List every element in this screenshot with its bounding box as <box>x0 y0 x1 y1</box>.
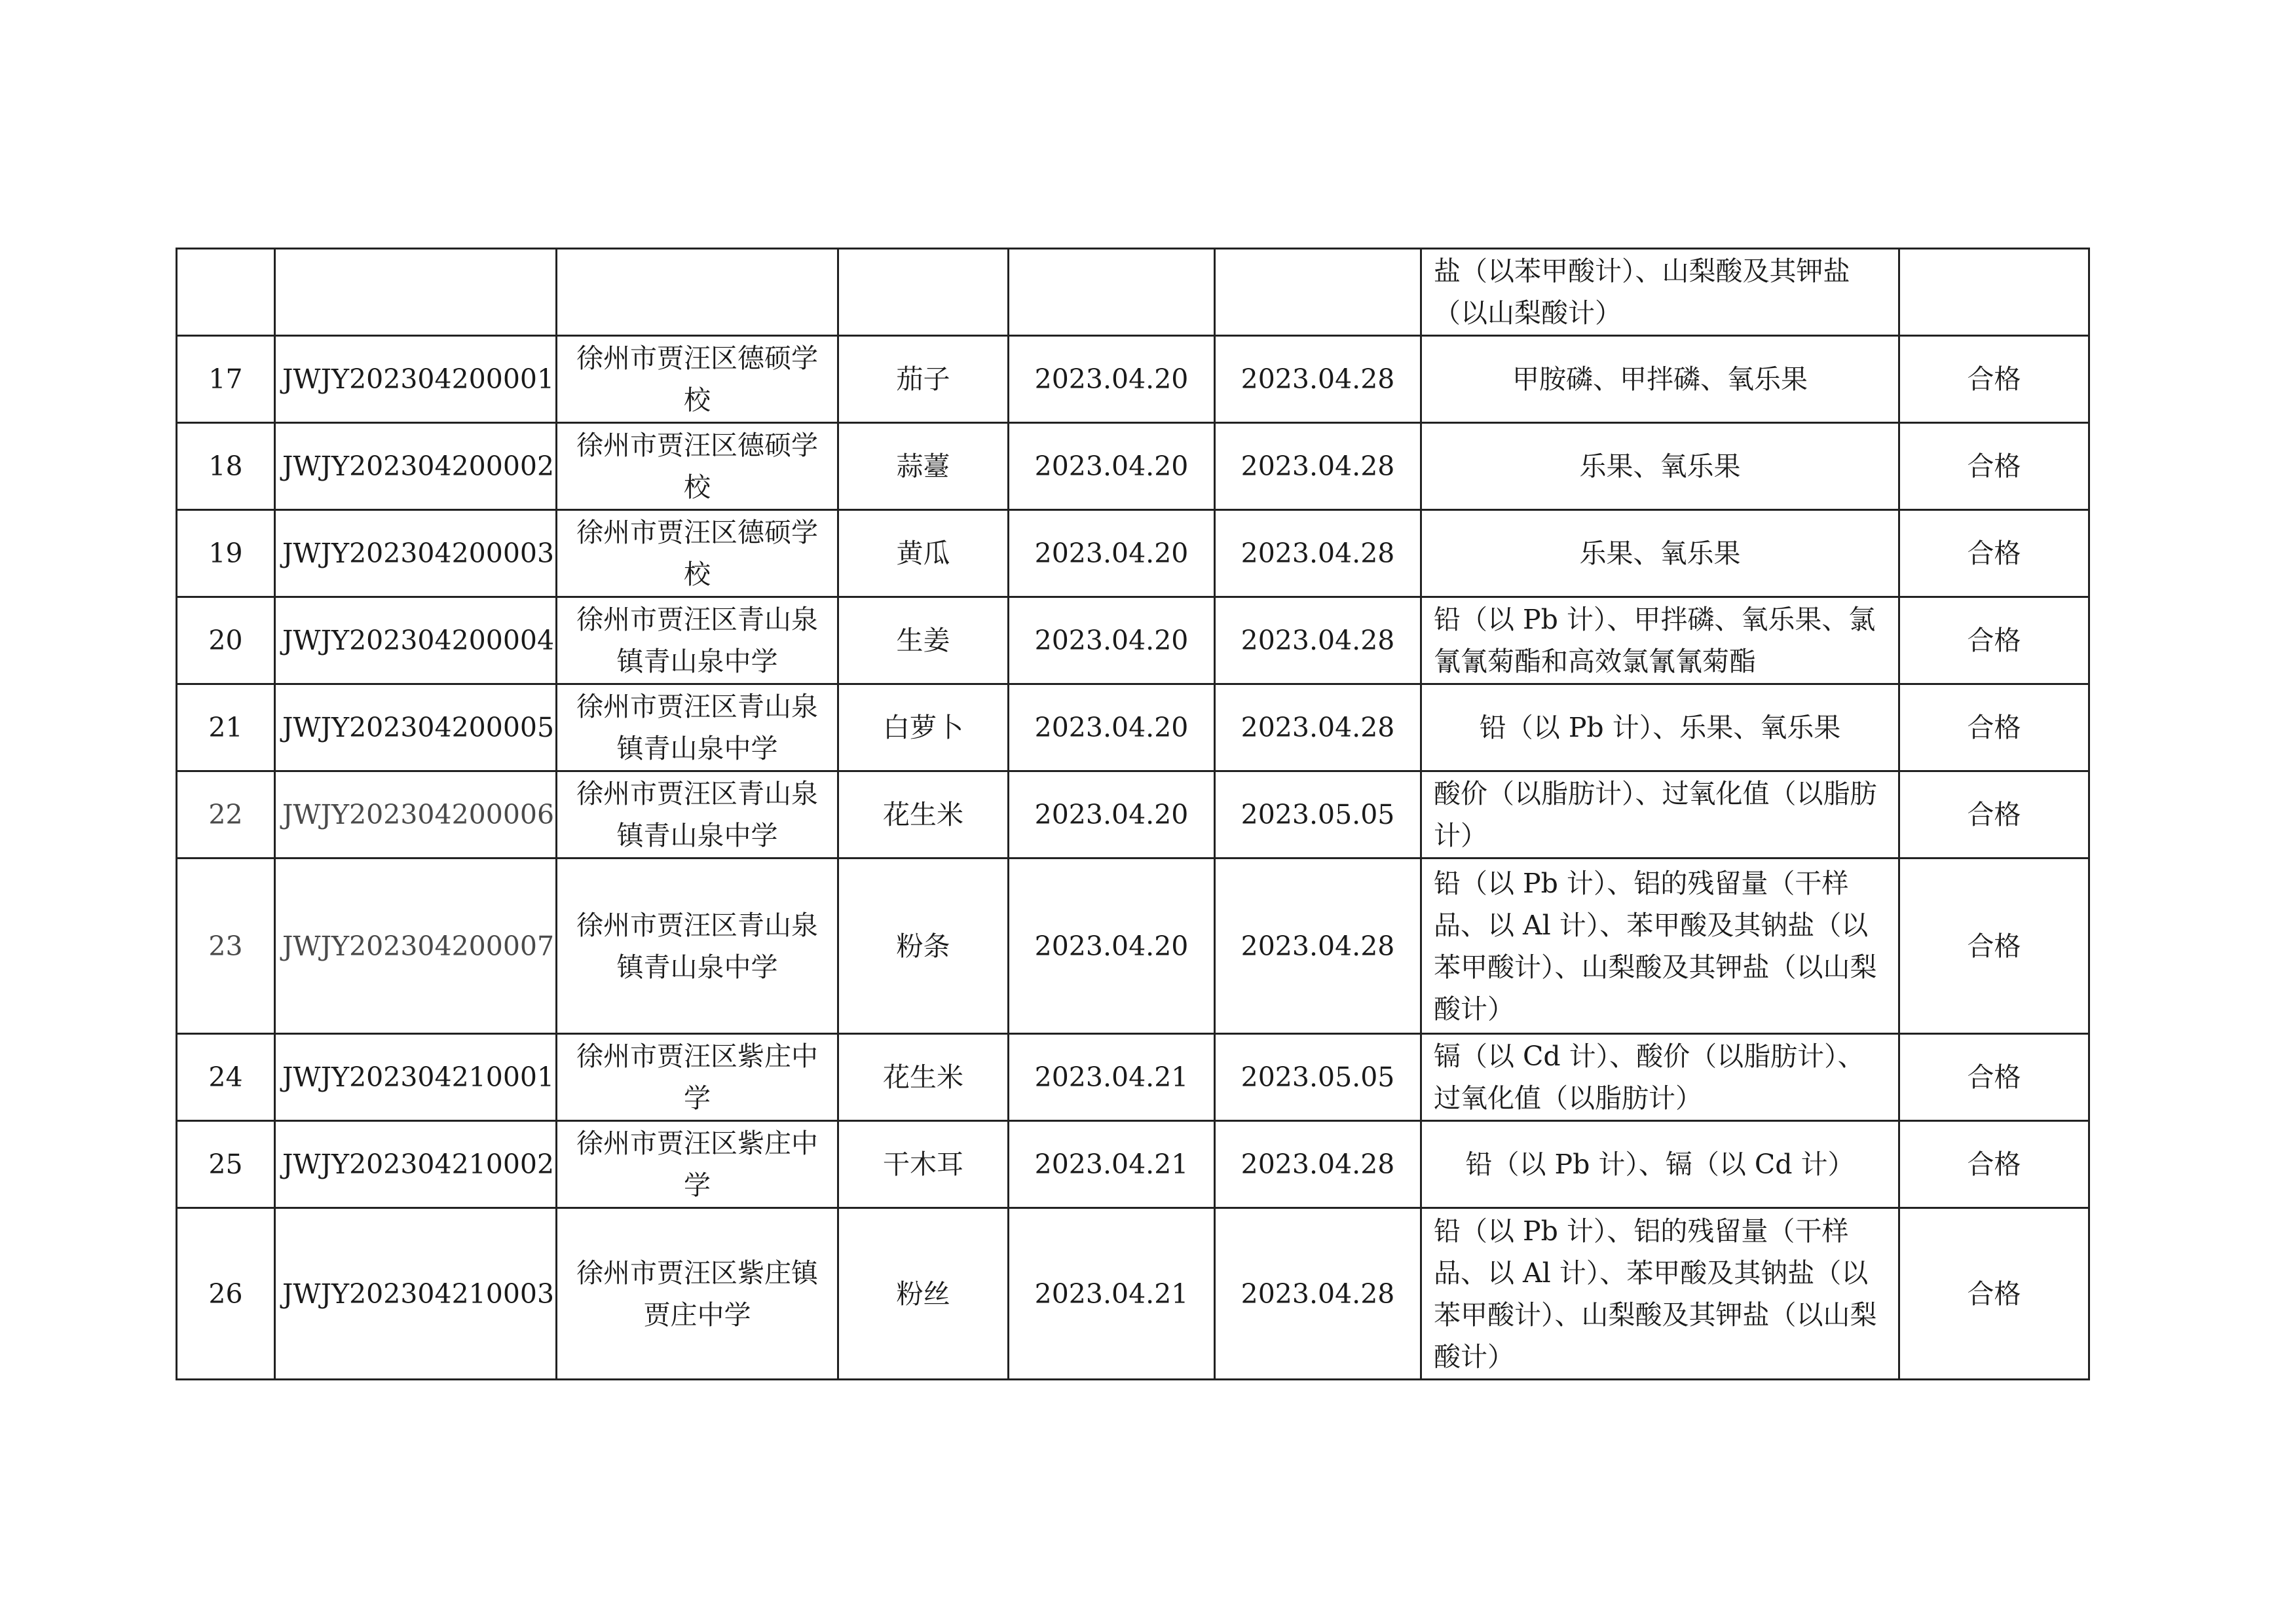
sample-code-cell: JWJY202304200004 <box>275 597 557 684</box>
result-cell: 合格 <box>1899 858 2089 1034</box>
test-items-cell: 铅（以 Pb 计）、铝的残留量（干样品、以 Al 计）、苯甲酸及其钠盐（以苯甲酸计）、山梨酸及其钾盐（以山梨酸计） <box>1421 1208 1899 1380</box>
row-number-cell: 17 <box>177 336 275 423</box>
test-items-cell: 镉（以 Cd 计）、酸价（以脂肪计）、过氧化值（以脂肪计） <box>1421 1034 1899 1121</box>
sample-code-cell: JWJY202304200003 <box>275 510 557 597</box>
sample-code-cell: JWJY202304200001 <box>275 336 557 423</box>
test-items-cell: 甲胺磷、甲拌磷、氧乐果 <box>1421 336 1899 423</box>
row-number-cell: 25 <box>177 1121 275 1208</box>
report-date-cell: 2023.04.28 <box>1215 423 1421 510</box>
sampling-date-cell: 2023.04.21 <box>1009 1208 1215 1380</box>
row-number-cell <box>177 249 275 336</box>
report-date-cell: 2023.04.28 <box>1215 336 1421 423</box>
test-items-cell: 铅（以 Pb 计）、甲拌磷、氧乐果、氯氰氰菊酯和高效氯氰氰菊酯 <box>1421 597 1899 684</box>
sample-name-cell: 干木耳 <box>838 1121 1009 1208</box>
report-date-cell: 2023.05.05 <box>1215 1034 1421 1121</box>
test-items-cell: 乐果、氧乐果 <box>1421 423 1899 510</box>
sample-name-cell: 花生米 <box>838 771 1009 858</box>
sampled-unit-cell: 徐州市贾汪区紫庄中学 <box>557 1121 838 1208</box>
sampled-unit-cell: 徐州市贾汪区青山泉镇青山泉中学 <box>557 597 838 684</box>
sampling-date-cell: 2023.04.21 <box>1009 1121 1215 1208</box>
sample-code-cell: JWJY202304200005 <box>275 684 557 771</box>
sample-name-cell: 花生米 <box>838 1034 1009 1121</box>
sample-name-cell <box>838 249 1009 336</box>
sampled-unit-cell: 徐州市贾汪区青山泉镇青山泉中学 <box>557 858 838 1034</box>
test-items-cell: 酸价（以脂肪计）、过氧化值（以脂肪计） <box>1421 771 1899 858</box>
test-items-cell: 铅（以 Pb 计）、铝的残留量（干样品、以 Al 计）、苯甲酸及其钠盐（以苯甲酸计）、山梨酸及其钾盐（以山梨酸计） <box>1421 858 1899 1034</box>
sample-code-cell: JWJY202304200002 <box>275 423 557 510</box>
report-date-cell: 2023.04.28 <box>1215 1208 1421 1380</box>
sample-code-cell: JWJY202304210001 <box>275 1034 557 1121</box>
sample-name-cell: 生姜 <box>838 597 1009 684</box>
table-row <box>177 1121 2089 1208</box>
table-row <box>177 684 2089 771</box>
test-items-cell: 铅（以 Pb 计）、镉（以 Cd 计） <box>1421 1121 1899 1208</box>
test-items-cell: 铅（以 Pb 计）、乐果、氧乐果 <box>1421 684 1899 771</box>
result-cell: 合格 <box>1899 684 2089 771</box>
test-items-cell: 盐（以苯甲酸计）、山梨酸及其钾盐（以山梨酸计） <box>1421 249 1899 336</box>
row-number-cell: 24 <box>177 1034 275 1121</box>
table-row <box>177 858 2089 1034</box>
result-cell: 合格 <box>1899 771 2089 858</box>
row-number-cell: 23 <box>177 858 275 1034</box>
sampling-date-cell: 2023.04.20 <box>1009 597 1215 684</box>
table-row <box>177 423 2089 510</box>
report-date-cell: 2023.04.28 <box>1215 510 1421 597</box>
sampled-unit-cell: 徐州市贾汪区青山泉镇青山泉中学 <box>557 684 838 771</box>
table-row <box>177 510 2089 597</box>
sampled-unit-cell: 徐州市贾汪区德硕学校 <box>557 336 838 423</box>
sample-name-cell: 蒜薹 <box>838 423 1009 510</box>
result-cell: 合格 <box>1899 597 2089 684</box>
table-row <box>177 597 2089 684</box>
sampling-date-cell <box>1009 249 1215 336</box>
result-cell <box>1899 249 2089 336</box>
row-number-cell: 20 <box>177 597 275 684</box>
result-cell: 合格 <box>1899 1034 2089 1121</box>
report-date-cell: 2023.05.05 <box>1215 771 1421 858</box>
sampling-date-cell: 2023.04.20 <box>1009 510 1215 597</box>
table-row <box>177 1034 2089 1121</box>
sampling-date-cell: 2023.04.20 <box>1009 771 1215 858</box>
result-cell: 合格 <box>1899 510 2089 597</box>
sample-code-cell: JWJY202304200007 <box>275 858 557 1034</box>
inspection-results-table <box>176 248 2090 1380</box>
row-number-cell: 22 <box>177 771 275 858</box>
report-date-cell: 2023.04.28 <box>1215 597 1421 684</box>
sampled-unit-cell: 徐州市贾汪区青山泉镇青山泉中学 <box>557 771 838 858</box>
sample-code-cell: JWJY202304200006 <box>275 771 557 858</box>
row-number-cell: 19 <box>177 510 275 597</box>
row-number-cell: 21 <box>177 684 275 771</box>
report-date-cell <box>1215 249 1421 336</box>
sample-code-cell <box>275 249 557 336</box>
sampling-date-cell: 2023.04.20 <box>1009 423 1215 510</box>
sampling-date-cell: 2023.04.20 <box>1009 858 1215 1034</box>
test-items-cell: 乐果、氧乐果 <box>1421 510 1899 597</box>
sampling-date-cell: 2023.04.20 <box>1009 684 1215 771</box>
report-date-cell: 2023.04.28 <box>1215 1121 1421 1208</box>
sampling-date-cell: 2023.04.20 <box>1009 336 1215 423</box>
result-cell: 合格 <box>1899 1208 2089 1380</box>
sample-name-cell: 粉条 <box>838 858 1009 1034</box>
result-cell: 合格 <box>1899 336 2089 423</box>
table-row <box>177 336 2089 423</box>
sampled-unit-cell: 徐州市贾汪区德硕学校 <box>557 510 838 597</box>
sample-name-cell: 粉丝 <box>838 1208 1009 1380</box>
result-cell: 合格 <box>1899 423 2089 510</box>
result-cell: 合格 <box>1899 1121 2089 1208</box>
sample-name-cell: 黄瓜 <box>838 510 1009 597</box>
report-date-cell: 2023.04.28 <box>1215 684 1421 771</box>
sampling-date-cell: 2023.04.21 <box>1009 1034 1215 1121</box>
sample-name-cell: 白萝卜 <box>838 684 1009 771</box>
sampled-unit-cell <box>557 249 838 336</box>
sampled-unit-cell: 徐州市贾汪区紫庄中学 <box>557 1034 838 1121</box>
table-row <box>177 1208 2089 1380</box>
sampled-unit-cell: 徐州市贾汪区紫庄镇贾庄中学 <box>557 1208 838 1380</box>
sample-code-cell: JWJY202304210003 <box>275 1208 557 1380</box>
table-row <box>177 249 2089 336</box>
table-row <box>177 771 2089 858</box>
row-number-cell: 26 <box>177 1208 275 1380</box>
sample-name-cell: 茄子 <box>838 336 1009 423</box>
sampled-unit-cell: 徐州市贾汪区德硕学校 <box>557 423 838 510</box>
sample-code-cell: JWJY202304210002 <box>275 1121 557 1208</box>
report-date-cell: 2023.04.28 <box>1215 858 1421 1034</box>
row-number-cell: 18 <box>177 423 275 510</box>
